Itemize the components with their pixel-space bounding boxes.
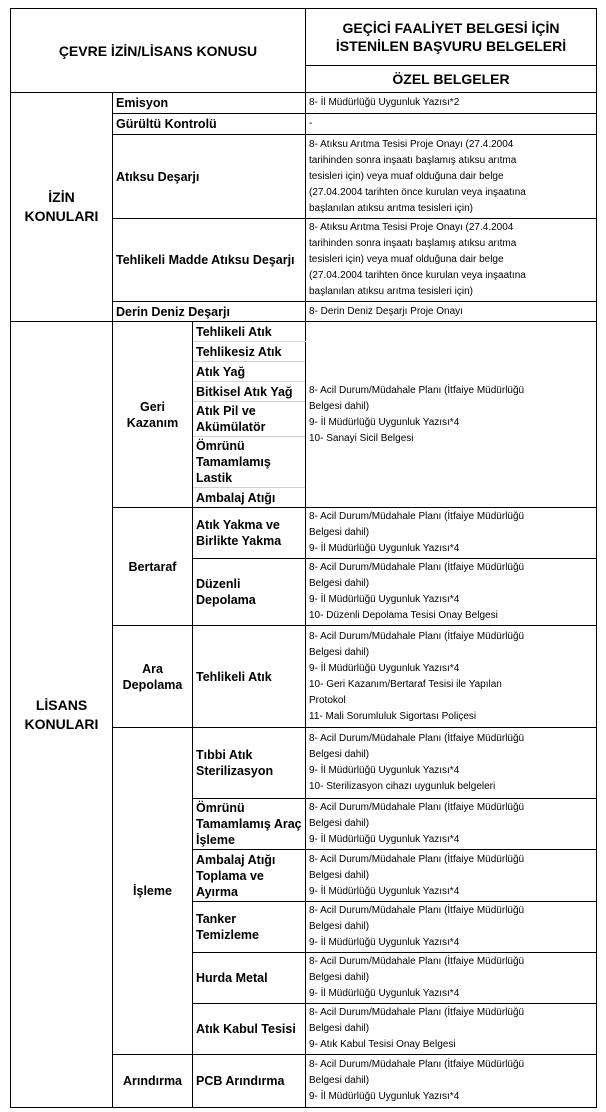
doc-line: (27.04.2004 tarihten önce kurulan veya inşaatına [309,186,526,198]
subtopic-cell: Bitkisel Atık Yağ [193,382,306,402]
doc-line: 8- Acil Durum/Müdahale Planı (İtfaiye Müdürlüğü [309,511,525,522]
subtopic-cell: Atık Pil ve Akümülatör [193,402,306,437]
doc-line: Protokol [309,694,346,706]
docs-cell [306,1004,597,1055]
doc-line: 9- İl Müdürlüğü Uygunluk Yazısı*4 [309,594,460,605]
subtopic-cell: Tehlikesiz Atık [193,342,306,362]
docs-cell [306,850,597,902]
category-label-line: Kazanım [126,415,179,430]
doc-line: 9- İl Müdürlüğü Uygunluk Yazısı*4 [309,937,460,948]
doc-line: Belgesi dahil) [309,1023,370,1034]
doc-line: 8- Acil Durum/Müdahale Planı (İtfaiye Müdürlüğü [309,1059,525,1070]
lisans-label-line1: LİSANS [35,696,88,713]
subtopic-cell: PCB Arındırma [193,1055,306,1108]
docs-cell [306,508,597,559]
docs-cell [306,302,597,322]
doc-line: 8- Acil Durum/Müdahale Planı (İtfaiye Müdürlüğü [309,562,525,573]
doc-line: 8- Acil Durum/Müdahale Planı (İtfaiye Müdürlüğü [309,853,525,865]
docs-cell [306,219,597,302]
doc-line: Belgesi dahil) [309,527,370,538]
doc-line: Belgesi dahil) [309,921,370,932]
doc-line: 9- İl Müdürlüğü Uygunluk Yazısı*4 [309,765,460,776]
docs-cell [306,559,597,626]
doc-line: Belgesi dahil) [309,646,370,658]
doc-line: 9- İl Müdürlüğü Uygunluk Yazısı*4 [309,988,460,999]
doc-line: 8- Acil Durum/Müdahale Planı (İtfaiye Müdürlüğü [309,802,525,813]
subtopic-cell: Tehlikeli Atık [193,322,306,342]
doc-line: 11- Mali Sorumluluk Sigortası Poliçesi [309,710,477,722]
doc-line: 9- İl Müdürlüğü Uygunluk Yazısı*4 [309,416,460,428]
doc-line: 8- Acil Durum/Müdahale Planı (İtfaiye Müdürlüğü [309,956,525,967]
doc-line: başlanılan atıksu arıtma tesisleri için) [309,286,473,297]
doc-line: 8- Acil Durum/Müdahale Planı (İtfaiye Müdürlüğü [309,1007,525,1018]
subtopic-cell: Ambalaj Atığı [193,488,306,508]
topic-cell: Tehlikeli Madde Atıksu Deşarjı [113,219,306,302]
izin-group-label [11,93,113,322]
doc-line: 10- Sanayi Sicil Belgesi [309,432,414,444]
doc-line: Belgesi dahil) [309,818,370,829]
header-row [11,9,597,66]
docs-cell [306,953,597,1004]
lisans-group-label [11,322,113,1108]
doc-line: tarihinden sonra inşaatı başlamış atıksu arıtma [309,154,517,166]
doc-line: (27.04.2004 tarihten önce kurulan veya inşaatına [309,270,526,281]
topic-cell: Derin Deniz Deşarjı [113,302,306,322]
subtopic-cell: Atık Yağ [193,362,306,382]
doc-line: tesisleri için) veya muaf olduğuna dair belge [309,254,504,265]
topic-column-header: ÇEVRE İZİN/LİSANS KONUSU [11,9,306,93]
topic-cell: Atıksu Deşarjı [113,135,306,219]
doc-line: Belgesi dahil) [309,869,370,881]
subtopic-cell: Tehlikeli Atık [193,626,306,728]
izin-row-emisyon [11,93,597,114]
doc-line: 10- Düzenli Depolama Tesisi Onay Belgesi [309,610,498,621]
topic-cell: Gürültü Kontrolü [113,114,306,135]
permit-license-table [10,8,597,1108]
subtopic-cell: Hurda Metal [193,953,306,1004]
category-label-line: Ara [142,661,163,676]
doc-line: 9- İl Müdürlüğü Uygunluk Yazısı*4 [309,662,460,674]
subtopic-cell: Atık Yakma ve Birlikte Yakma [193,508,306,559]
doc-line: 8- Acil Durum/Müdahale Planı (İtfaiye Müdürlüğü [309,384,525,396]
subtopic-cell: Tanker Temizleme [193,902,306,953]
subtopic-cell: Atık Kabul Tesisi [193,1004,306,1055]
doc-line: başlanılan atıksu arıtma tesisleri için) [309,202,473,214]
docs-title-line2: İSTENİLEN BAŞVURU BELGELERİ [335,38,567,54]
arindirma-label: Arındırma [113,1055,193,1108]
subtopic-cell: Ambalaj Atığı Toplama ve Ayırma [193,850,306,902]
doc-line: 9- İl Müdürlüğü Uygunluk Yazısı*4 [309,834,460,845]
doc-line: Belgesi dahil) [309,1075,370,1086]
subtopic-cell: Ömrünü Tamamlamış Araç İşleme [193,799,306,850]
doc-line: 8- İl Müdürlüğü Uygunluk Yazısı*2 [309,97,460,108]
docs-cell [306,728,597,799]
doc-line: 10- Geri Kazanım/Bertaraf Tesisi ile Yapılan [309,678,502,690]
docs-cell [306,902,597,953]
doc-line: 8- Acil Durum/Müdahale Planı (İtfaiye Müdürlüğü [309,630,525,642]
doc-line: 9- İl Müdürlüğü Uygunluk Yazısı*4 [309,543,460,554]
doc-line: 8- Acil Durum/Müdahale Planı (İtfaiye Müdürlüğü [309,905,525,916]
docs-cell [306,799,597,850]
subtopic-cell: Ömrünü Tamamlamış Lastik [193,437,306,488]
docs-cell [306,1055,597,1108]
doc-line: 9- İl Müdürlüğü Uygunluk Yazısı*4 [309,1091,460,1102]
doc-line: 10- Sterilizasyon cihazı uygunluk belgeleri [309,781,496,792]
geri-kazanim-row [11,322,597,342]
docs-title-line1: GEÇİCİ FAALİYET BELGESİ İÇİN [342,20,560,36]
special-docs-header: ÖZEL BELGELER [306,66,597,93]
docs-cell [306,135,597,219]
category-label-line: Geri [139,399,165,414]
doc-line: 8- Derin Deniz Deşarjı Proje Onayı [309,305,463,317]
doc-line: 8- Acil Durum/Müdahale Planı (İtfaiye Müdürlüğü [309,733,525,744]
category-label-line: Depolama [122,677,183,692]
geri-kazanim-label [113,322,193,508]
doc-line: - [309,118,313,129]
doc-line: Belgesi dahil) [309,972,370,983]
subtopic-cell: Tıbbi Atık Sterilizasyon [193,728,306,799]
bertaraf-label: Bertaraf [113,508,193,626]
doc-line: 8- Atıksu Arıtma Tesisi Proje Onayı (27.4.2004 [309,222,514,233]
doc-line: 9- İl Müdürlüğü Uygunluk Yazısı*4 [309,885,460,897]
subtopic-cell: Düzenli Depolama [193,559,306,626]
doc-line: Belgesi dahil) [309,400,370,412]
docs-column-header [306,9,597,66]
izin-label-line2: KONULARI [24,208,99,224]
doc-line: Belgesi dahil) [309,749,370,760]
isleme-label: İşleme [113,728,193,1055]
doc-line: tesisleri için) veya muaf olduğuna dair belge [309,170,504,182]
izin-label-line1: İZİN [48,189,75,205]
doc-line: 8- Atıksu Arıtma Tesisi Proje Onayı (27.4.2004 [309,138,514,150]
docs-cell [306,626,597,728]
doc-line: 9- Atık Kabul Tesisi Onay Belgesi [309,1039,456,1050]
docs-cell [306,322,597,508]
docs-cell [306,114,597,135]
doc-line: tarihinden sonra inşaatı başlamış atıksu arıtma [309,238,517,249]
ara-depolama-label [113,626,193,728]
lisans-label-line2: KONULARI [24,715,99,732]
topic-cell: Emisyon [113,93,306,114]
doc-line: Belgesi dahil) [309,578,370,589]
docs-cell [306,93,597,114]
